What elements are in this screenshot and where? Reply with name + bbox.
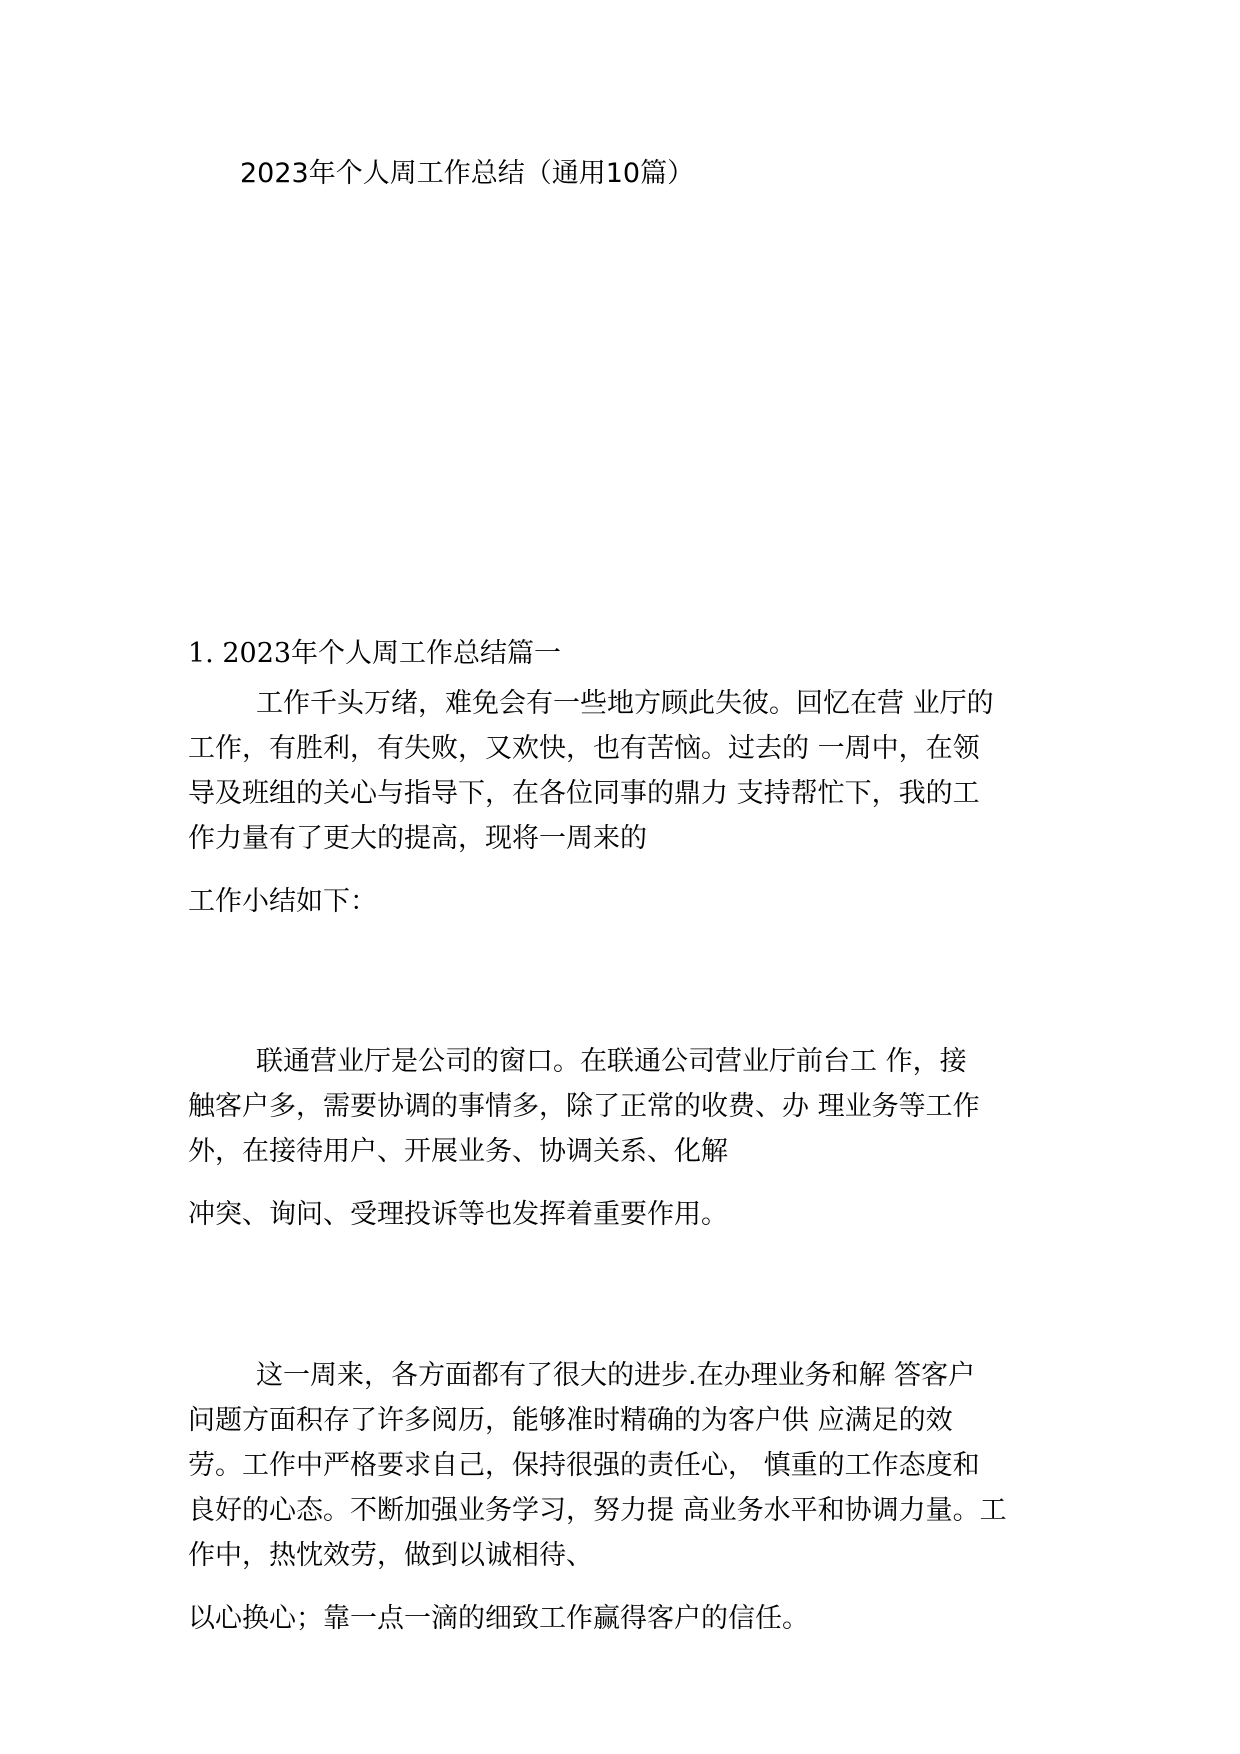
section-heading: 1. 2023年个人周工作总结篇一	[188, 638, 562, 669]
paragraph-3-line-2: 触客户多，需要协调的事情多，除了正常的收费、办 理业务等工作	[188, 1091, 980, 1122]
paragraph-1-line-3: 导及班组的关心与指导下，在各位同事的鼎力 支持帮忙下，我的工	[188, 778, 980, 809]
paragraph-3-line-3: 外，在接待用户、开展业务、协调关系、化解	[188, 1136, 728, 1167]
document-title: 2023年个人周工作总结（通用10篇）	[240, 158, 695, 189]
paragraph-1-line-2: 工作，有胜利，有失败，又欢快，也有苦恼。过去的 一周中，在领	[188, 733, 980, 764]
paragraph-5-line-1: 这一周来，各方面都有了很大的进步.在办理业务和解 答客户	[256, 1360, 976, 1391]
paragraph-1-line-4: 作力量有了更大的提高，现将一周来的	[188, 823, 647, 854]
paragraph-4-line-1: 冲突、询问、受理投诉等也发挥着重要作用。	[188, 1199, 728, 1230]
paragraph-3-line-1: 联通营业厅是公司的窗口。在联通公司营业厅前台工 作，接	[256, 1046, 967, 1077]
paragraph-5-line-5: 作中，热忱效劳，做到以诚相待、	[188, 1540, 593, 1571]
paragraph-5-line-3: 劳。工作中严格要求自己，保持很强的责任心， 慎重的工作态度和	[188, 1450, 980, 1481]
paragraph-6-line-1: 以心换心；靠一点一滴的细致工作赢得客户的信任。	[188, 1603, 809, 1634]
paragraph-5-line-4: 良好的心态。不断加强业务学习，努力提 高业务水平和协调力量。工	[188, 1495, 1007, 1526]
paragraph-5-line-2: 问题方面积存了许多阅历，能够准时精确的为客户供 应满足的效	[188, 1405, 953, 1436]
paragraph-1-line-1: 工作千头万绪，难免会有一些地方顾此失彼。回忆在营 业厅的	[256, 688, 994, 719]
paragraph-2-line-1: 工作小结如下：	[188, 886, 377, 917]
